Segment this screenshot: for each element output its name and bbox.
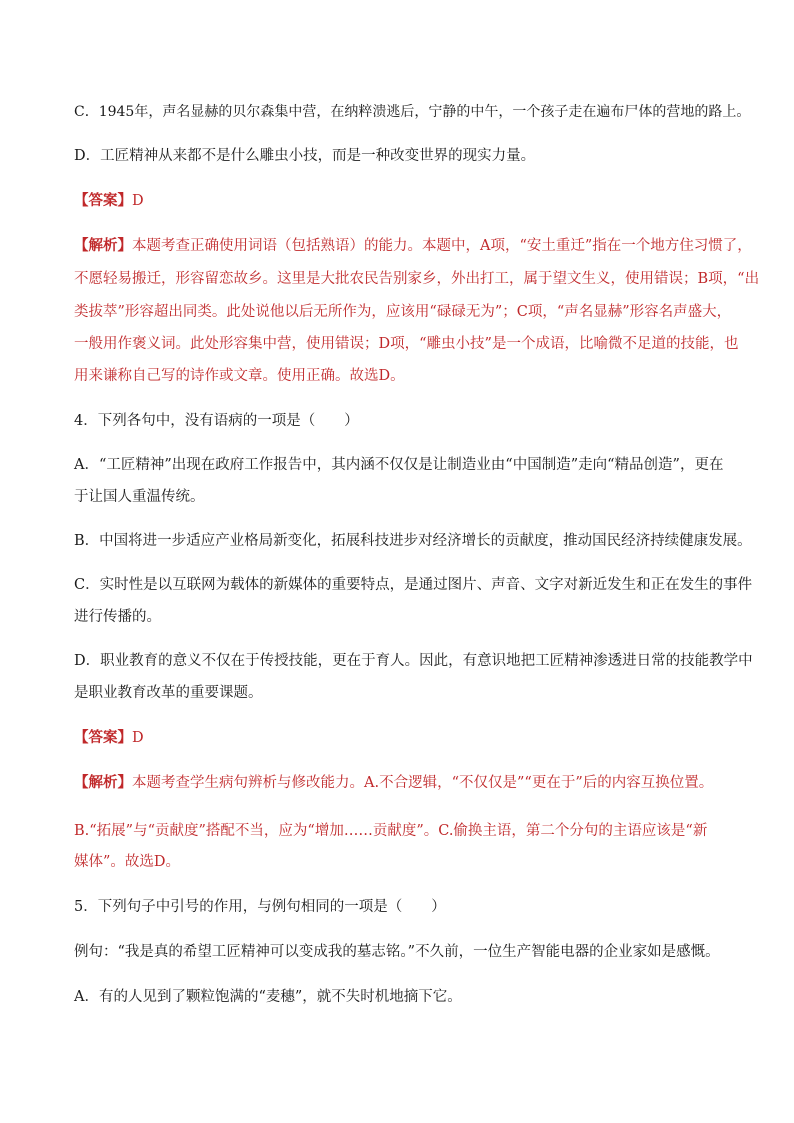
q5-option-a: A．有的人见到了颗粒饱满的“麦穗”，就不失时机地摘下它。 (74, 989, 462, 1005)
q3-analysis-line-5: 用来谦称自己写的诗作或文章。使用正确。故选D。 (74, 368, 405, 384)
answer-value: D (132, 193, 144, 209)
analysis-text: 本题考查学生病句辨析与修改能力。A.不合逻辑，“不仅仅是”“更在于”后的内容互换位置。 (132, 775, 714, 791)
q4-option-c-line-2: 进行传播的。 (74, 609, 161, 625)
q3-analysis-line-2: 不愿轻易搬迁，形容留恋故乡。这里是大批农民告别家乡，外出打工，属于望文生义，使用错误；B项，“出 (74, 271, 760, 287)
q4-analysis-line-1 (74, 773, 713, 793)
q4-stem: 4．下列各句中，没有语病的一项是（ ） (74, 413, 359, 429)
q3-analysis-line-4: 一般用作褒义词。此处形容集中营，使用错误；D项，“雕虫小技”是一个成语，比喻微不足道的技能，也 (74, 336, 739, 352)
q4-option-a-line-2: 于让国人重温传统。 (74, 489, 205, 505)
answer-label: 【答案】 (74, 729, 132, 746)
q3-analysis-line-1 (74, 236, 752, 256)
analysis-text: 本题考查正确使用词语（包括熟语）的能力。本题中，A项，“安土重迁”指在一个地方住习惯了， (132, 238, 752, 254)
q3-analysis-line-3: 类拔萃”形容超出同类。此处说他以后无所作为，应该用“碌碌无为”；C项，“声名显赫”形容名声盛大， (74, 304, 732, 320)
q3-answer (74, 191, 144, 211)
q3-option-c: C．1945年，声名显赫的贝尔森集中营，在纳粹溃逃后，宁静的中午，一个孩子走在遍布尸体的营地的路上。 (74, 104, 751, 120)
analysis-label: 【解析】 (74, 237, 132, 254)
q3-option-d: D．工匠精神从来都不是什么雕虫小技，而是一种改变世界的现实力量。 (74, 148, 536, 164)
q4-analysis-line-2: B.“拓展”与“贡献度”搭配不当，应为“增加……贡献度”。C.偷换主语，第二个分句的主语应该是“新 (74, 823, 708, 839)
q4-option-b: B．中国将进一步适应产业格局新变化，拓展科技进步对经济增长的贡献度，推动国民经济持续健康发展。 (74, 533, 752, 549)
q4-option-d-line-2: 是职业教育改革的重要课题。 (74, 685, 263, 701)
q4-analysis-line-3: 媒体”。故选D。 (74, 854, 181, 870)
analysis-label: 【解析】 (74, 774, 132, 791)
q4-option-a-line-1: A．“工匠精神”出现在政府工作报告中，其内涵不仅仅是让制造业由“中国制造”走向“精品创造”，更在 (74, 457, 724, 473)
q5-example: 例句：“我是真的希望工匠精神可以变成我的墓志铭。”不久前，一位生产智能电器的企业家如是感慨。 (74, 944, 720, 960)
q4-option-d-line-1: D．职业教育的意义不仅在于传授技能，更在于育人。因此，有意识地把工匠精神渗透进日常的技能教学中 (74, 653, 753, 669)
answer-value: D (132, 730, 144, 746)
q4-answer (74, 728, 144, 748)
answer-label: 【答案】 (74, 192, 132, 209)
q5-stem: 5．下列句子中引号的作用，与例句相同的一项是（ ） (74, 899, 446, 915)
q4-option-c-line-1: C．实时性是以互联网为载体的新媒体的重要特点，是通过图片、声音、文字对新近发生和正在发生的事件 (74, 577, 753, 593)
